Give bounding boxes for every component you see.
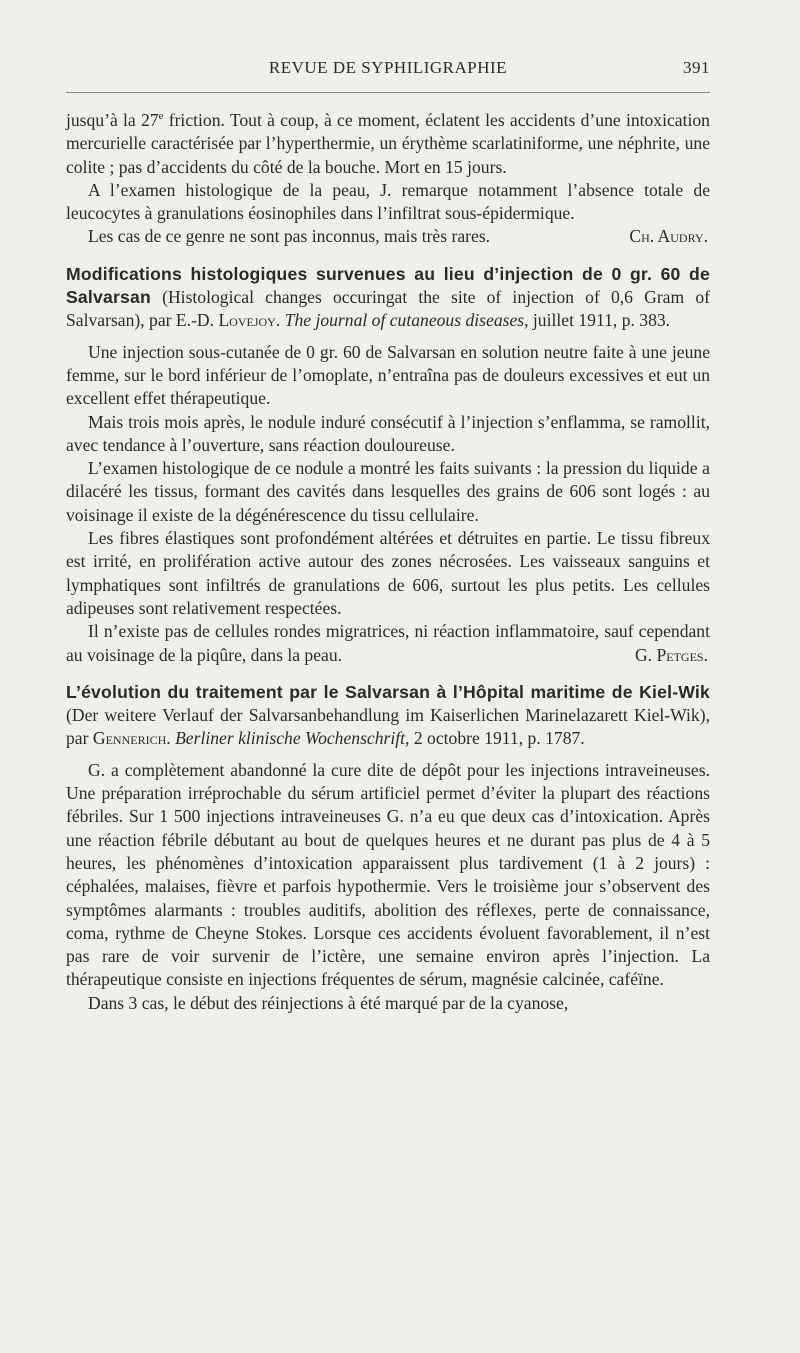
paragraph: Une injection sous-cutanée de 0 gr. 60 de Salvarsan en solution neutre faite à une jeune femme, sur le bord inférieur de l’omoplate, n’entraîna pas de douleurs excessives et eut un excellent effet thérapeutique. [66, 341, 710, 409]
signature: Ch. Audry. [629, 226, 708, 247]
running-title: REVUE DE SYPHILIGRAPHIE [268, 58, 508, 77]
review-continuation [66, 109, 710, 249]
article-heading: Modifications histologiques survenues au lieu d’injection de 0 gr. 60 de Salvarsan (Histological changes occuringat the site of injection of 0,6 Gram of Salvarsan), par E.-D. Lovejoy. The journal of cutaneous diseases, juillet 1911, p. 383. [66, 263, 710, 331]
page-number: 391 [683, 58, 710, 77]
article-heading: L’évolution du traitement par le Salvarsan à l’Hôpital maritime de Kiel-Wik (Der weitere Verlauf der Salvarsanbehandlung im Kaiserlichen Marinelazarett Kiel-Wik), par Gennerich. Berliner klinische Wochenschrift, 2 octobre 1911, p. 1787. [66, 681, 710, 749]
page-body [66, 109, 710, 1015]
review-gennerich [66, 681, 710, 1015]
review-lovejoy [66, 263, 710, 667]
paragraph: Les cas de ce genre ne sont pas inconnus, mais très rares. Ch. Audry. [66, 225, 710, 248]
signature: G. Petges. [634, 644, 708, 665]
journal-page [66, 58, 710, 1015]
header-rule [66, 92, 710, 93]
paragraph: G. a complètement abandonné la cure dite de dépôt pour les injections intraveineuses. Une préparation irréprochable du sérum artificiel permet d’éviter la plupart des réactions fébriles. Sur 1 500 injections intraveineuses G. n’a eu que deux cas d’intoxication. Après une réaction fébrile débutant au bout de quelques heures et ne durant pas plus de 4 à 5 heures, les phénomènes d’intoxication apparaissent plus tardivement (1 à 2 jours) : céphalées, malaises, fièvre et parfois hypothermie. Vers le troisième jour s’observent des symptômes alarmants : troubles auditifs, abolition des réflexes, perte de connaissance, coma, rythme de Cheyne Stokes. Lorsque ces accidents évoluent favorablement, il n’est pas rare de voir survenir de l’ictère, une semaine environ après l’injection. La thérapeutique consiste en injections fréquentes de sérum, magnésie calcinée, caféïne. [66, 759, 710, 990]
article-title: Modifications histologiques survenues au lieu d’injection de 0 gr. 60 de Salvarsan [66, 263, 710, 308]
article-title: L’évolution du traitement par le Salvarsan à l’Hôpital maritime de Kiel-Wik [66, 681, 710, 702]
paragraph: Mais trois mois après, le nodule induré consécutif à l’injection s’enflamma, se ramollit, avec tendance à l’ouverture, sans réaction douloureuse. [66, 411, 710, 455]
journal-name: Berliner klinische Wochenschrift, [175, 728, 410, 749]
paragraph: Dans 3 cas, le début des réinjections à été marqué par de la cyanose, [88, 992, 569, 1013]
paragraph: Les fibres élastiques sont profondément altérées et détruites en partie. Le tissu fibreux est irrité, en prolifération active autour des zones nécrosées. Les vaisseaux sanguins et lymphatiques sont infiltrés de granulations de 606, surtout les plus petits. Les cellules adipeuses sont relativement respectées. [66, 528, 710, 618]
author: Gennerich. [92, 728, 171, 749]
paragraph: jusqu’à la 27e friction. Tout à coup, à ce moment, éclatent les accidents d’une intoxication mercurielle caractérisée par l’hyperthermie, un érythème scarlatiniforme, une néphrite, une colite ; pas d’accidents du côté de la bouche. Mort en 15 jours. [66, 110, 710, 177]
paragraph: A l’examen histologique de la peau, J. remarque notamment l’absence totale de leucocytes à granulations éosinophiles dans l’infiltrat sous-épidermique. [66, 179, 710, 224]
running-header [66, 58, 710, 84]
journal-name: The journal of cutaneous diseases, [284, 310, 529, 331]
paragraph: Il n’existe pas de cellules rondes migratrices, ni réaction inflammatoire, sauf cependant au voisinage de la piqûre, dans la peau. G. Petges. [66, 620, 710, 667]
paragraph: L’examen histologique de ce nodule a montré les faits suivants : la pression du liquide a dilacéré les tissus, formant des cavités dans lesquelles des grains de 606 sont logés : au voisinage il existe de la dégénérescence du tissu cellulaire. [66, 458, 710, 525]
author: Lovejoy [218, 310, 276, 331]
